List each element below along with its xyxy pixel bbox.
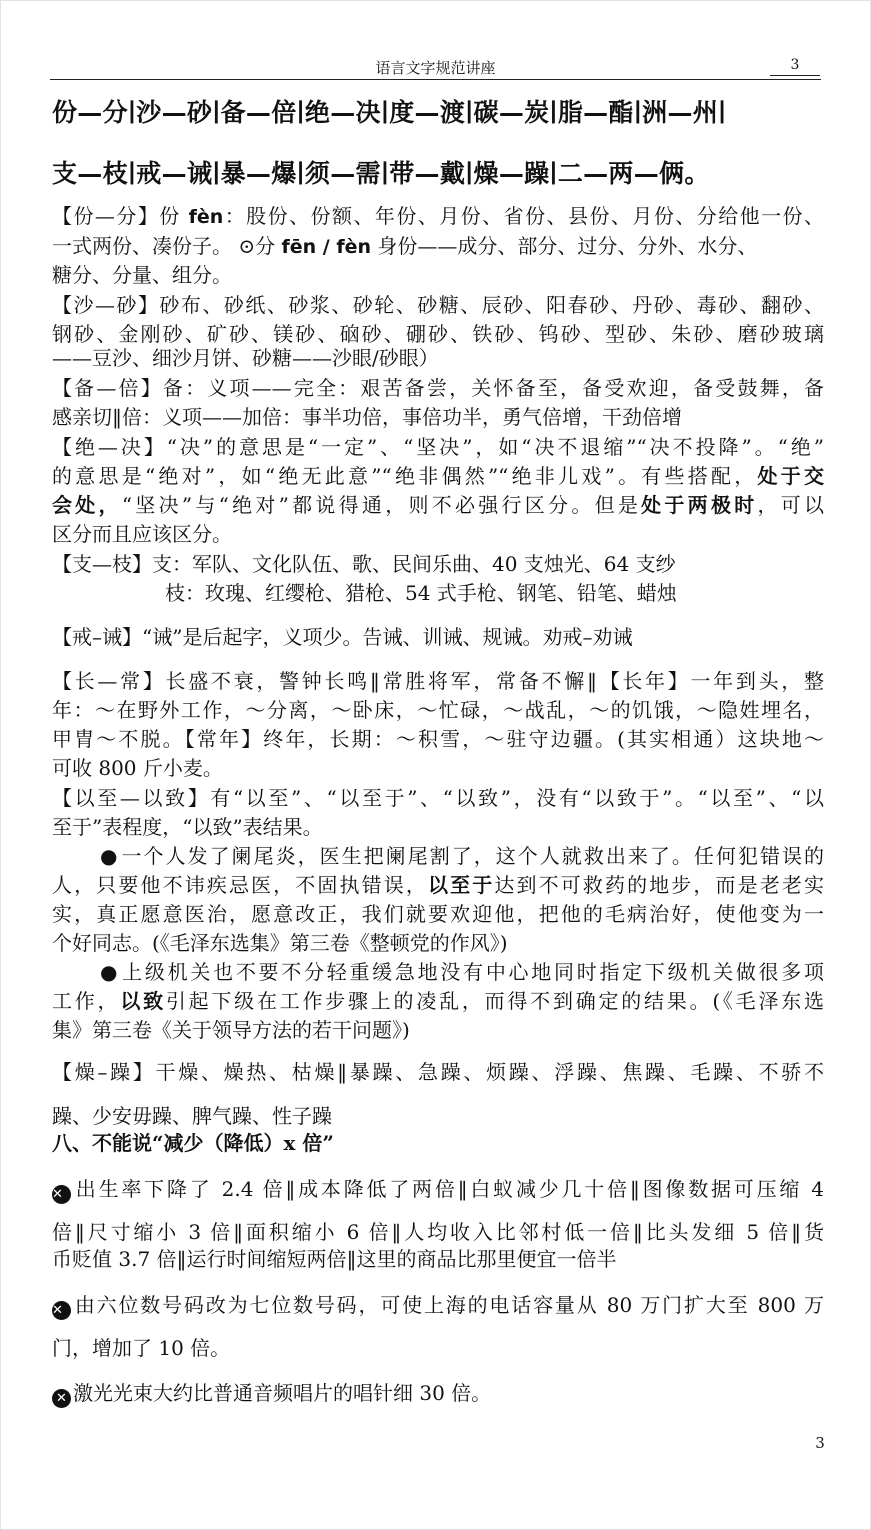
example-text: 上级机关也不要不分轻重缓急地没有中心地同时指定下级机关做很多项 [119, 960, 824, 984]
fen-text: ：股份、份额、年份、月份、省份、县份、月份、分给他一份、 [223, 204, 824, 228]
chang-line-2: 年：～在野外工作，～分离，～卧床，～忙碌，～战乱，～的饥饿，～隐姓埋名， [52, 698, 824, 722]
example-1-line-2 [52, 872, 824, 898]
wrong-text: 出生率下降了 2.4 倍‖成本降低了两倍‖白蚁减少几十倍‖图像数据可压缩 4 [73, 1177, 824, 1201]
bullet-icon: ● [100, 960, 118, 984]
jue-bold: 处于交 [757, 464, 824, 488]
jue-line-2 [52, 463, 824, 489]
sha-line-1: 【沙—砂】砂布、砂纸、砂浆、砂轮、砂糖、辰砂、阳春砂、丹砂、毒砂、翻砂、 [52, 293, 824, 317]
bei-line-2: 感亲切‖倍：义项——加倍：事半功倍，事倍功半，勇气倍增，干劲倍增 [52, 405, 682, 429]
section-8-heading: 八、不能说“减少（降低）x 倍” [52, 1131, 334, 1155]
fen-line-3: 糖分、分量、组分。 [52, 263, 232, 287]
jue-text: 的意思是“绝对”，如“绝无此意”“绝非偶然”“绝非儿戏”。有些搭配， [52, 464, 758, 488]
chang-line-4: 可收 800 斤小麦。 [52, 756, 223, 780]
sha-line-2: 钢砂、金刚砂、矿砂、镁砂、硇砂、硼砂、铁砂、钨砂、型砂、朱砂、磨砂玻璃 [52, 322, 824, 346]
pinyin-fen-4: fèn [188, 206, 224, 228]
fen-line-2 [52, 233, 824, 260]
example-1-line-3: 实，真正愿意医治，愿意改正，我们就要欢迎他，把他的毛病治好，使他变为一 [52, 902, 824, 926]
example-2-line-1 [100, 959, 824, 985]
zhi-line-1: 【支—枝】支：军队、文化队伍、歌、民间乐曲、40 支烛光、64 支纱 [52, 552, 676, 576]
example-2-line-2 [52, 988, 824, 1014]
wrong-1-line-3: 币贬值 3.7 倍‖运行时间缩短两倍‖这里的商品比那里便宜一倍半 [52, 1247, 617, 1271]
header-rule [50, 79, 821, 80]
title-line-1: 份—分∣沙—砂∣备—倍∣绝—决∣度—渡∣碳—炭∣脂—酯∣洲—州∣ [52, 98, 727, 127]
bei-line-1: 【备—倍】备：义项——完全：艰苦备尝，关怀备至，备受欢迎，备受鼓舞，备 [52, 376, 824, 400]
wrong-1-line-2: 倍‖尺寸缩小 3 倍‖面积缩小 6 倍‖人均收入比邻村低一倍‖比头发细 5 倍‖货 [52, 1220, 824, 1244]
example-1-line-4: 个好同志。(《毛泽东选集》第三卷《整顿党的作风》) [52, 931, 508, 955]
running-header-page-number: 3 [790, 57, 800, 73]
wrong-2-line-1 [52, 1292, 824, 1320]
jue-bold: 处于两极时 [641, 493, 758, 517]
wrong-2-line-2: 门，增加了 10 倍。 [52, 1336, 231, 1360]
example-text: 达到不可救药的地步，而是老老实 [494, 873, 824, 897]
sha-line-3: ——豆沙、细沙月饼、砂糖——沙眼/砂眼） [52, 346, 439, 370]
fen-text: 【份—分】份 [52, 204, 189, 228]
bullet-icon: ● [100, 844, 118, 868]
x-circle-icon: ✕ [52, 1301, 71, 1320]
jue-bold: 会处， [52, 493, 122, 517]
title-line-2: 支—枝∣戒—诫∣暴—爆∣须—需∣带—戴∣燥—躁∣二—两—俩。 [52, 159, 710, 188]
wrong-text: 激光光束大约比普通音频唱片的唱针细 30 倍。 [73, 1381, 492, 1405]
zao-line-1: 【燥–躁】干燥、燥热、枯燥‖暴躁、急躁、烦躁、浮躁、焦躁、毛躁、不骄不 [52, 1060, 824, 1084]
example-2-line-3: 集》第三卷《关于领导方法的若干问题》) [52, 1018, 410, 1042]
jue-text: ，可以 [757, 493, 824, 517]
fen-line-1 [52, 203, 824, 230]
running-header-title: 语言文字规范讲座 [375, 59, 496, 77]
example-bold: 以致 [120, 989, 166, 1013]
example-1-line-1 [100, 843, 824, 869]
wrong-1-line-1 [52, 1176, 824, 1204]
zhi-line-2: 枝：玫瑰、红缨枪、猎枪、54 式手枪、钢笔、铅笔、蜡烛 [165, 581, 677, 605]
example-bold: 以至于 [428, 873, 495, 897]
example-text: 引起下级在工作步骤上的凌乱，而得不到确定的结果。(《毛泽东选 [165, 989, 824, 1013]
chang-line-1: 【长—常】长盛不衰，警钟长鸣‖常胜将军，常备不懈‖【长年】一年到头，整 [52, 669, 824, 693]
chang-line-3: 甲胄～不脱。【常年】终年，长期：～积雪，～驻守边疆。(其实相通）这块地～ [52, 727, 824, 751]
jie-line-1: 【戒–诫】“诫”是后起字，义项少。告诫、训诫、规诫。劝戒–劝诫 [52, 625, 633, 649]
footer-page-number: 3 [815, 1434, 825, 1452]
yizhi-line-2: 至于”表程度，“以致”表结果。 [52, 815, 323, 839]
jue-line-3 [52, 492, 824, 518]
wrong-text: 由六位数号码改为七位数号码，可使上海的电话容量从 80 万门扩大至 800 万 [73, 1293, 824, 1317]
x-circle-icon: ✕ [52, 1185, 71, 1204]
pinyin-fen-1-4: fēn / fèn [281, 236, 372, 258]
example-text: 人，只要他不讳疾忌医，不固执错误， [52, 873, 428, 897]
x-circle-icon: ✕ [52, 1389, 71, 1408]
header-page-rule [770, 75, 820, 76]
yizhi-line-1: 【以至—以致】有“以至”、“以至于”、“以致”，没有“以致于”。“以至”、“以 [52, 786, 824, 810]
jue-text: “坚决”与“绝对”都说得通，则不必强行区分。但是 [121, 493, 642, 517]
zao-line-2: 躁、少安毋躁、脾气躁、性子躁 [52, 1104, 332, 1128]
jue-line-4: 区分而且应该区分。 [52, 522, 232, 546]
example-text: 一个人发了阑尾炎，医生把阑尾割了，这个人就救出来了。任何犯错误的 [119, 844, 824, 868]
fen-text: 一式两份、凑份子。 ⊙分 [52, 234, 282, 258]
wrong-3-line-1 [52, 1380, 824, 1408]
fen-text: 身份——成分、部分、过分、分外、水分、 [371, 234, 758, 258]
jue-line-1: 【绝—决】“决”的意思是“一定”、“坚决”，如“决不退缩”“决不投降”。“绝” [52, 435, 824, 459]
example-text: 工作， [52, 989, 121, 1013]
